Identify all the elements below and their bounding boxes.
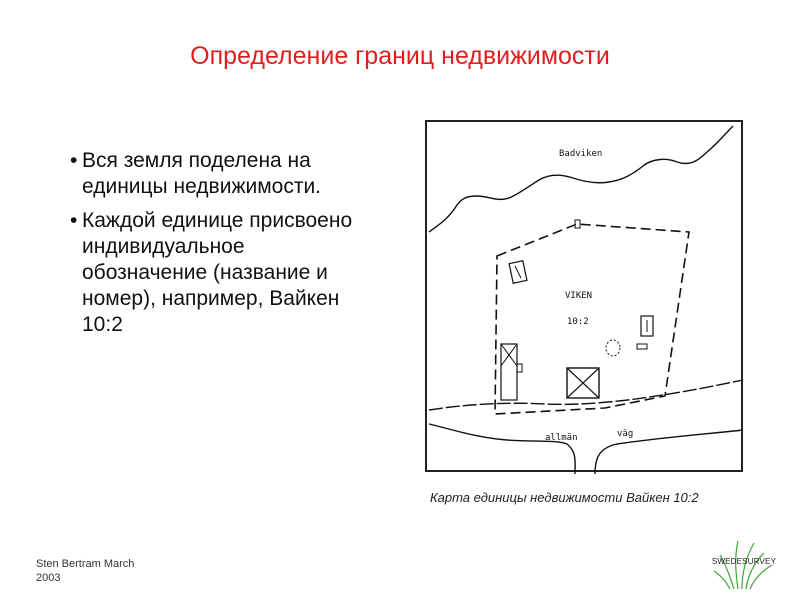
bullet-item: • Каждой единице присвоено индивидуальное обозначение (название и номер), например, Вайкен 10:2 [70, 208, 370, 338]
map-label-property-name: VIKEN [565, 291, 593, 301]
map-caption: Карта единицы недвижимости Вайкен 10:2 [430, 490, 699, 505]
shoreline [429, 126, 733, 232]
map-label-road-2: väg [617, 429, 634, 439]
slide-title: Определение границ недвижимости [190, 42, 610, 70]
building-house [501, 344, 517, 400]
well [606, 340, 620, 356]
footer-year: 2003 [36, 572, 61, 584]
footer-author: Sten Bertram March [36, 558, 135, 570]
map-label-bay: Badviken [559, 149, 603, 159]
logo-text: SWEDESURVEY [711, 557, 777, 566]
property-boundary [495, 224, 689, 414]
map-label-road-1: allmän [545, 433, 578, 443]
footer-credit [36, 557, 156, 585]
road-edge-upper [429, 380, 743, 410]
small-structure [637, 344, 647, 349]
road-edge-lower [429, 424, 575, 474]
property-map-drawing [427, 122, 745, 474]
bullet-item: • Вся земля поделена на единицы недвижимости. [70, 148, 370, 200]
boundary-marker [575, 220, 580, 228]
bullet-list [70, 148, 370, 346]
property-map [425, 120, 743, 472]
map-label-property-number: 10:2 [567, 317, 589, 327]
swedesurvey-logo [708, 535, 780, 590]
